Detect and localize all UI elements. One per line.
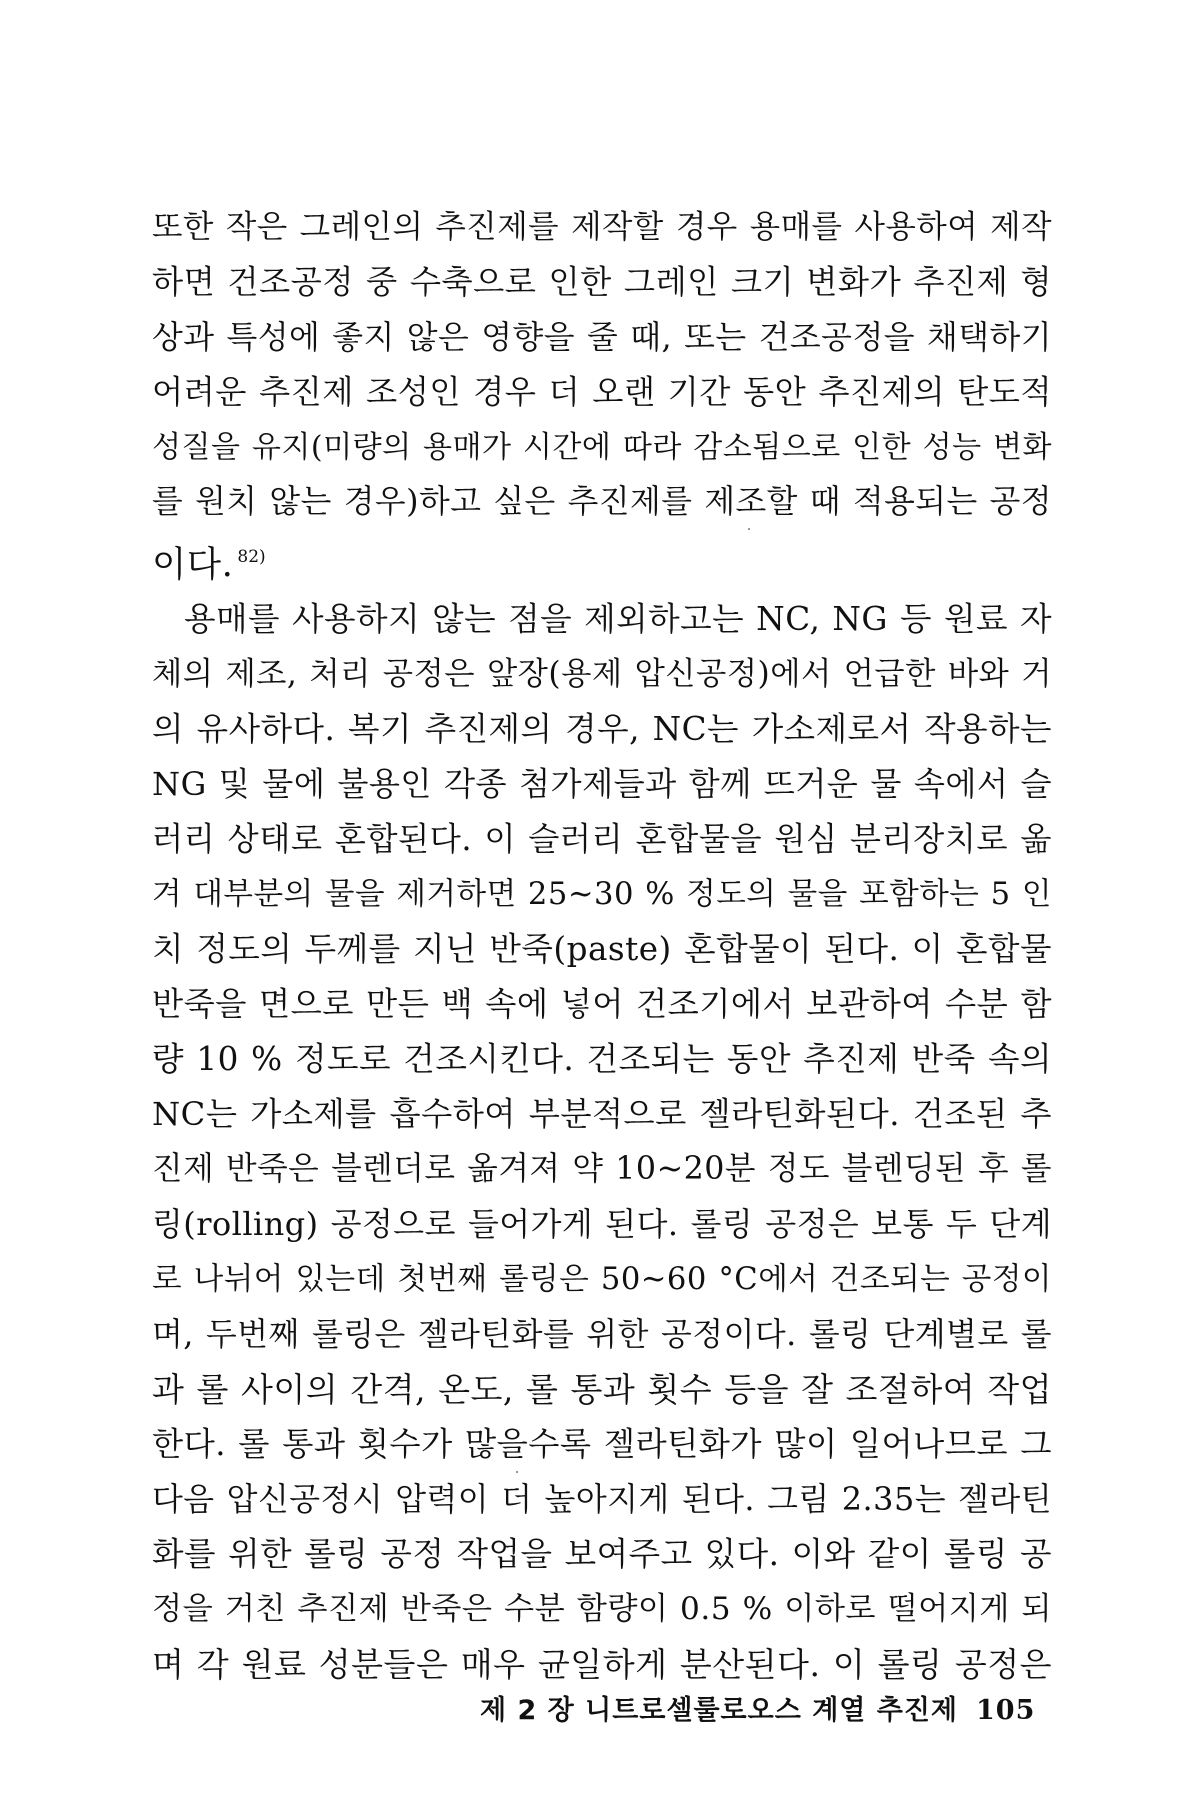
chapter-title: 제 2 장 니트로셀룰로오스 계열 추진제 bbox=[480, 1695, 959, 1726]
text-line: 화를 위한 롤링 공정 작업을 보여주고 있다. 이와 같이 롤링 공 bbox=[152, 1535, 1052, 1573]
text-line: 다음 압신공정시 압력이 더 높아지게 된다. 그림 2.35는 젤라틴 bbox=[152, 1480, 1052, 1518]
text-line: 링(rolling) 공정으로 들어가게 된다. 롤링 공정은 보통 두 단계 bbox=[152, 1205, 1052, 1243]
text-line: 로 나뉘어 있는데 첫번째 롤링은 50~60 °C에서 건조되는 공정이 bbox=[152, 1262, 1052, 1297]
body-text bbox=[152, 200, 1052, 1692]
running-footer bbox=[480, 1688, 1035, 1727]
text-line: 진제 반죽은 블렌더로 옮겨져 약 10~20분 정도 블렌딩된 후 롤 bbox=[152, 1151, 1052, 1187]
text-line: 러리 상태로 혼합된다. 이 슬러리 혼합물을 원심 분리장치로 옮 bbox=[152, 820, 1052, 858]
scan-speck bbox=[516, 1471, 518, 1473]
text-line: 성질을 유지(미량의 용매가 시간에 따라 감소됨으로 인한 성능 변화 bbox=[152, 430, 1052, 465]
text-line: NG 및 물에 불용인 각종 첨가제들과 함께 뜨거운 물 속에서 슬 bbox=[152, 765, 1052, 803]
text-line: NC는 가소제를 흡수하여 부분적으로 젤라틴화된다. 건조된 추 bbox=[152, 1095, 1052, 1133]
text-line-indented: 용매를 사용하지 않는 점을 제외하고는 NC, NG 등 원료 자 bbox=[184, 600, 1052, 638]
paragraph-2 bbox=[152, 592, 1052, 1692]
text-line: 며, 두번째 롤링은 젤라틴화를 위한 공정이다. 롤링 단계별로 롤 bbox=[152, 1315, 1052, 1353]
text-line: 반죽을 면으로 만든 백 속에 넣어 건조기에서 보관하여 수분 함 bbox=[152, 985, 1052, 1023]
text-line: 또한 작은 그레인의 추진제를 제작할 경우 용매를 사용하여 제작 bbox=[152, 209, 1052, 245]
text-line: 량 10 % 정도로 건조시킨다. 건조되는 동안 추진제 반죽 속의 bbox=[152, 1040, 1052, 1078]
text-line: 겨 대부분의 물을 제거하면 25~30 % 정도의 물을 포함하는 5 인 bbox=[152, 877, 1052, 912]
text-line: 한다. 롤 통과 횟수가 많을수록 젤라틴화가 많이 일어나므로 그 bbox=[152, 1425, 1052, 1463]
page-number: 105 bbox=[976, 1695, 1036, 1726]
text-line: 체의 제조, 처리 공정은 앞장(용제 압신공정)에서 언급한 바와 거 bbox=[152, 656, 1052, 692]
paragraph-1 bbox=[152, 200, 1052, 592]
text-line: 며 각 원료 성분들은 매우 균일하게 분산된다. 이 롤링 공정은 bbox=[152, 1645, 1052, 1684]
text-line: 정을 거친 추진제 반죽은 수분 함량이 0.5 % 이하로 떨어지게 되 bbox=[152, 1591, 1052, 1627]
text-line: 과 롤 사이의 간격, 온도, 롤 통과 횟수 등을 잘 조절하여 작업 bbox=[152, 1370, 1052, 1409]
scan-speck bbox=[748, 528, 750, 530]
text-line-last bbox=[152, 530, 1052, 592]
text-line: 의 유사하다. 복기 추진제의 경우, NC는 가소제로서 작용하는 bbox=[152, 710, 1052, 748]
text-line: 치 정도의 두께를 지닌 반죽(paste) 혼합물이 된다. 이 혼합물 bbox=[152, 930, 1052, 968]
text-line: 이다. bbox=[152, 544, 234, 585]
text-line: 어려운 추진제 조성인 경우 더 오랜 기간 동안 추진제의 탄도적 bbox=[152, 373, 1052, 411]
text-line: 하면 건조공정 중 수축으로 인한 그레인 크기 변화가 추진제 형 bbox=[152, 263, 1052, 301]
text-line: 를 원치 않는 경우)하고 싶은 추진제를 제조할 때 적용되는 공정 bbox=[152, 484, 1052, 520]
footnote-reference: 82) bbox=[237, 547, 266, 567]
text-line: 상과 특성에 좋지 않은 영향을 줄 때, 또는 건조공정을 채택하기 bbox=[152, 318, 1052, 356]
